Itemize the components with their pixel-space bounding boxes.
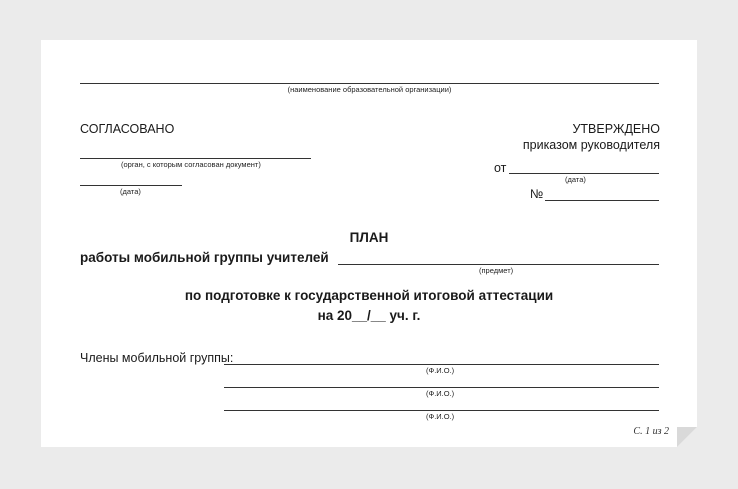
approved-date-line [509,173,659,174]
member-line-2 [224,387,659,388]
agreed-organ-line [80,158,311,159]
plan-line2: по подготовке к государственной итоговой аттестации [184,288,554,303]
org-name-caption: (наименование образовательной организации) [287,85,452,94]
agreed-date-caption: (дата) [120,187,141,196]
member-caption-2: (Ф.И.О.) [426,389,455,398]
agreed-date-line [80,185,182,186]
plan-subject-line [338,264,659,265]
approved-from-label: от [494,161,507,175]
plan-title: ПЛАН [349,230,389,245]
approved-date-caption: (дата) [565,175,586,184]
agreed-title: СОГЛАСОВАНО [80,122,175,136]
members-label: Члены мобильной группы: [80,351,234,365]
page-fold-corner [677,427,697,447]
member-caption-3: (Ф.И.О.) [426,412,455,421]
plan-subject-caption: (предмет) [479,266,514,275]
approved-subtitle: приказом руководителя [522,138,660,152]
plan-line3: на 20__/__ уч. г. [317,308,421,323]
org-name-line [80,83,659,84]
approved-number-label: № [530,187,544,201]
document-page [41,40,697,447]
member-line-3 [224,410,659,411]
approved-title: УТВЕРЖДЕНО [572,122,660,136]
approved-number-line [545,200,659,201]
agreed-organ-caption: (орган, с которым согласован документ) [121,160,261,169]
page-number: С. 1 из 2 [633,426,669,437]
member-caption-1: (Ф.И.О.) [426,366,455,375]
plan-line1: работы мобильной группы учителей [80,250,329,265]
member-line-1 [224,364,659,365]
